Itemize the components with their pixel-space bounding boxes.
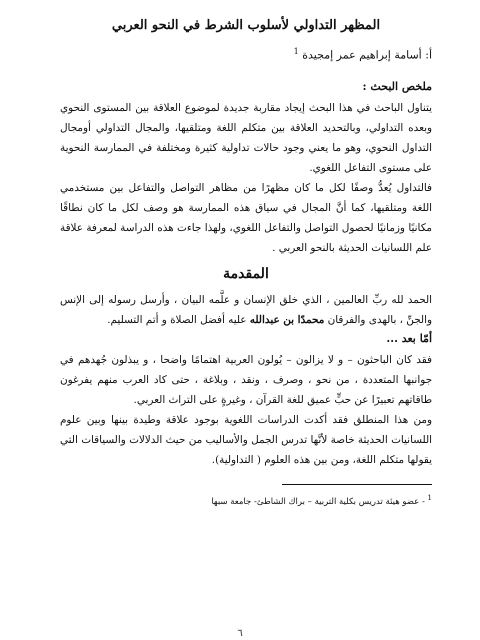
abstract-heading: ملخص البحث : [362,79,432,93]
author-footnote-mark: 1 [293,47,299,56]
intro-praise-paragraph [60,290,432,330]
footnote-mark: 1 [427,493,432,502]
abstract-paragraph-1: يتناول الباحث في هذا البحث إيجاد مقاربة جديدة لموضوع العلاقة بين المستوى النحوي وبعده التداولي، وبالتحديد العلاقة بين متكلم اللغة ومتلقيها، والمجال التداولي أومجال التداول النحوي، وهو ما يعني وجود حالات تداولية كثيرة ومختلفة في الممارسة النحوية على مستوى التفاعل اللغوي. [60,101,432,174]
footnote [60,492,432,508]
author-name: أ: أسامة إبراهيم عمر إمجيدة [302,48,432,62]
footnote-rule [282,484,432,485]
praise-text-before: الحمد لله ربِّ العالمين ، الذي خلق الإنسان و علَّمه البيان ، وأرسل رسوله إلى الإنس والجنِّ ، بالهدى والفرقان [60,293,432,326]
footnote-text: - عضو هيئة تدريس بكلية التربية – براك الشاطئ- جامعة سبها [211,496,425,507]
footnote-separator [60,470,432,492]
intro-paragraph-1: فقد كان الباحثون – و لا يزالون – يُولون العربية اهتمامًا واضحا ، و يبذلون جُهدهم في جوانبها المتعددة ، من نحو ، وصرف ، ونقد ، وبلاغة ، حتى كاد العرب منهم يفرغون طاقاتهم تعبيرًا عن حبٍّ عميق للغة القرآن ، وغيرةٍ على التراث العربي. [60,353,432,406]
intro-heading: المقدمة [223,265,269,282]
abstract-paragraph-2: فالتداول يُعدُّ وصفًا لكل ما كان مظهرًا من مظاهر التواصل والتفاعل بين مستخدمي اللغة ومتلقيها، كما أنَّ المجال في سياق هذه الممارسة هو وصف لكل ما كان نطاقًا مكانيًا وزمانيًا لحصول التواصل والتفاعل اللغوي، ولهذا جاءت هذه الدراسة لمعرفة علاقة علم اللسانيات الحديثة بالنحو العربي . [60,181,432,254]
page-number: ٦ [237,628,243,639]
paper-page [60,12,432,507]
amma-baad-heading: أمّا بعد ... [386,331,432,345]
praise-name: محمدًا بن عبدالله [249,313,325,326]
paper-title: المظهر التداولي لأسلوب الشرط في النحو العربي [111,18,381,33]
praise-text-after: عليه أفضل الصلاة و أتم التسليم. [107,313,250,326]
author-line [60,44,432,64]
intro-paragraph-2: ومن هذا المنطلق فقد أكدت الدراسات اللغوية بوجود علاقة وطيدة بينها وبين علوم اللسانيات الحديثة خاصة لأنَّها تدرس الجمل والأساليب من حيث الدلالات والسياقات التي يقولها متكلم اللغة، ومن بين هذه العلوم ( التداولية). [60,413,432,466]
